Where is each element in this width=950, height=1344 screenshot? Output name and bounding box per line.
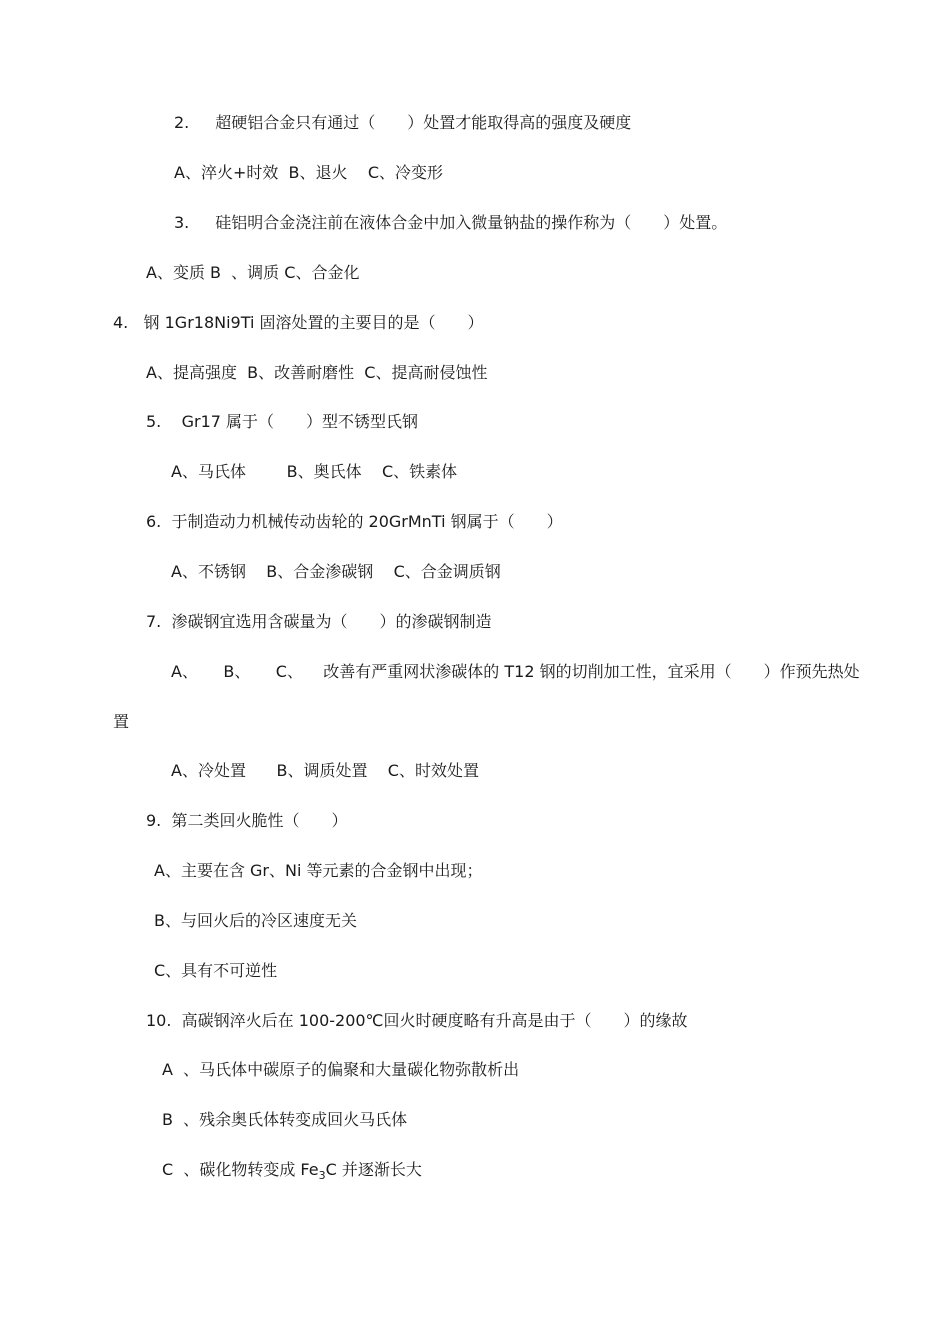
option-text: A 、马氏体中碳原子的偏聚和大量碳化物弥散析出 [162, 1060, 520, 1079]
question-7 [146, 611, 491, 633]
question-5 [146, 411, 418, 433]
question-number: 2. [174, 113, 190, 132]
question-9 [146, 810, 347, 832]
question-4 [113, 312, 484, 334]
question-8-options [171, 760, 479, 782]
question-text: 4. 钢 1Gr18Ni9Ti 固溶处置的主要目的是（ ） [113, 313, 484, 332]
question-8-continued [113, 711, 129, 733]
question-9-option-b [154, 910, 357, 932]
options-text: A、冷处置 B、调质处置 C、时效处置 [171, 761, 479, 780]
options-text: A、淬火+时效 B、退火 C、冷变形 [174, 163, 444, 182]
options-text: A、提高强度 B、改善耐磨性 C、提高耐侵蚀性 [146, 363, 488, 382]
question-9-option-a [154, 860, 483, 882]
option-text-end: C 并逐渐长大 [325, 1160, 422, 1179]
question-10 [146, 1010, 688, 1032]
question-2-options [174, 162, 443, 184]
question-6-options [171, 561, 501, 583]
question-6 [146, 511, 563, 533]
options-text: A、不锈钢 B、合金渗碳钢 C、合金调质钢 [171, 562, 501, 581]
options-text: A、变质 B 、调质 C、合金化 [146, 263, 360, 282]
question-text: 7. 渗碳钢宜选用含碳量为（ ）的渗碳钢制造 [146, 612, 492, 631]
options-text: A、 B、 C、 改善有严重网状渗碳体的 T12 钢的切削加工性，宜采用（ ）作预先热处 [171, 662, 860, 681]
option-text: C、具有不可逆性 [154, 961, 278, 980]
option-text: A、主要在含 Gr、Ni 等元素的合金钢中出现； [154, 861, 483, 880]
question-text: 10. 高碳钢淬火后在 100-200℃回火时硬度略有升高是由于（ ）的缘故 [146, 1011, 688, 1030]
question-10-option-b [162, 1109, 407, 1131]
question-text: 5. Gr17 属于（ ）型不锈型氏钢 [146, 412, 419, 431]
question-text: 硅铝明合金浇注前在液体合金中加入微量钠盐的操作称为（ ）处置。 [215, 213, 728, 232]
question-3-options [146, 262, 359, 284]
question-text: 超硬铝合金只有通过（ ）处置才能取得高的强度及硬度 [215, 113, 632, 132]
question-2 [174, 112, 631, 134]
question-10-option-a [162, 1059, 519, 1081]
option-text-start: C 、碳化物转变成 Fe [162, 1160, 319, 1179]
question-10-option-c [162, 1159, 422, 1181]
options-text: A、马氏体 B、奥氏体 C、铁素体 [171, 462, 458, 481]
option-text: B、与回火后的冷区速度无关 [154, 911, 357, 930]
question-4-options [146, 362, 487, 384]
option-text: B 、残余奥氏体转变成回火马氏体 [162, 1110, 408, 1129]
question-text: 置 [113, 712, 130, 731]
question-text: 6. 于制造动力机械传动齿轮的 20GrMnTi 钢属于（ ） [146, 512, 563, 531]
question-text: 9. 第二类回火脆性（ ） [146, 811, 348, 830]
question-7-options-and-question-8 [171, 661, 860, 683]
question-number: 3. [174, 213, 190, 232]
question-9-option-c [154, 960, 277, 982]
question-3 [174, 212, 727, 234]
subscript: 3 [318, 1169, 326, 1182]
question-5-options [171, 461, 457, 483]
